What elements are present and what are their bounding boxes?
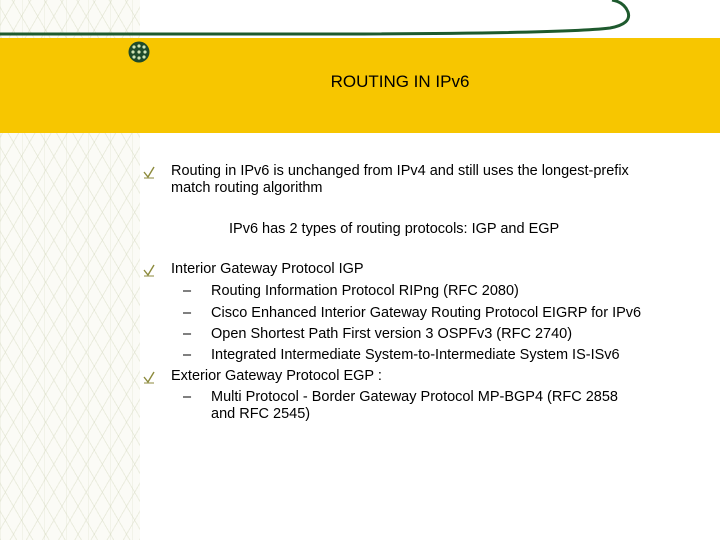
checkmark-bullet-icon [143, 166, 155, 179]
slide-title: ROUTING IN IPv6 [330, 72, 470, 91]
egp-item-text-line-1: Multi Protocol - Border Gateway Protocol MP-BGP4 (RFC 2858 [211, 389, 618, 405]
checkmark-bullet-icon [143, 264, 155, 277]
igp-item [183, 326, 572, 342]
bullet-igp: Interior Gateway Protocol IGP [171, 261, 364, 277]
igp-item [183, 347, 620, 363]
decorative-curve [0, 0, 720, 60]
bullet-egp: Exterior Gateway Protocol EGP : [171, 368, 382, 384]
igp-item-text: Integrated Intermediate System-to-Intermediate System IS-ISv6 [211, 347, 620, 363]
checkmark-bullet-icon [143, 371, 155, 384]
dash-marker: – [183, 326, 192, 342]
egp-item-text-line-2: and RFC 2545) [211, 406, 311, 422]
egp-item [183, 389, 618, 405]
bullet-routing-line-1: Routing in IPv6 is unchanged from IPv4 and still uses the longest-prefix [171, 163, 629, 179]
igp-item-text: Cisco Enhanced Interior Gateway Routing Protocol EIGRP for IPv6 [211, 305, 642, 321]
dash-marker: – [183, 305, 192, 321]
igp-item-text: Routing Information Protocol RIPng (RFC 2080) [211, 283, 519, 299]
globe-icon [127, 40, 151, 64]
dash-marker: – [183, 389, 192, 405]
bullet-routing-line-2: match routing algorithm [171, 180, 323, 196]
igp-item [183, 283, 519, 299]
igp-item-text: Open Shortest Path First version 3 OSPFv3 (RFC 2740) [211, 326, 573, 342]
dash-marker: – [183, 283, 192, 299]
dash-marker: – [183, 347, 192, 363]
igp-item [183, 305, 641, 321]
routing-types-note: IPv6 has 2 types of routing protocols: IGP and EGP [229, 221, 560, 237]
